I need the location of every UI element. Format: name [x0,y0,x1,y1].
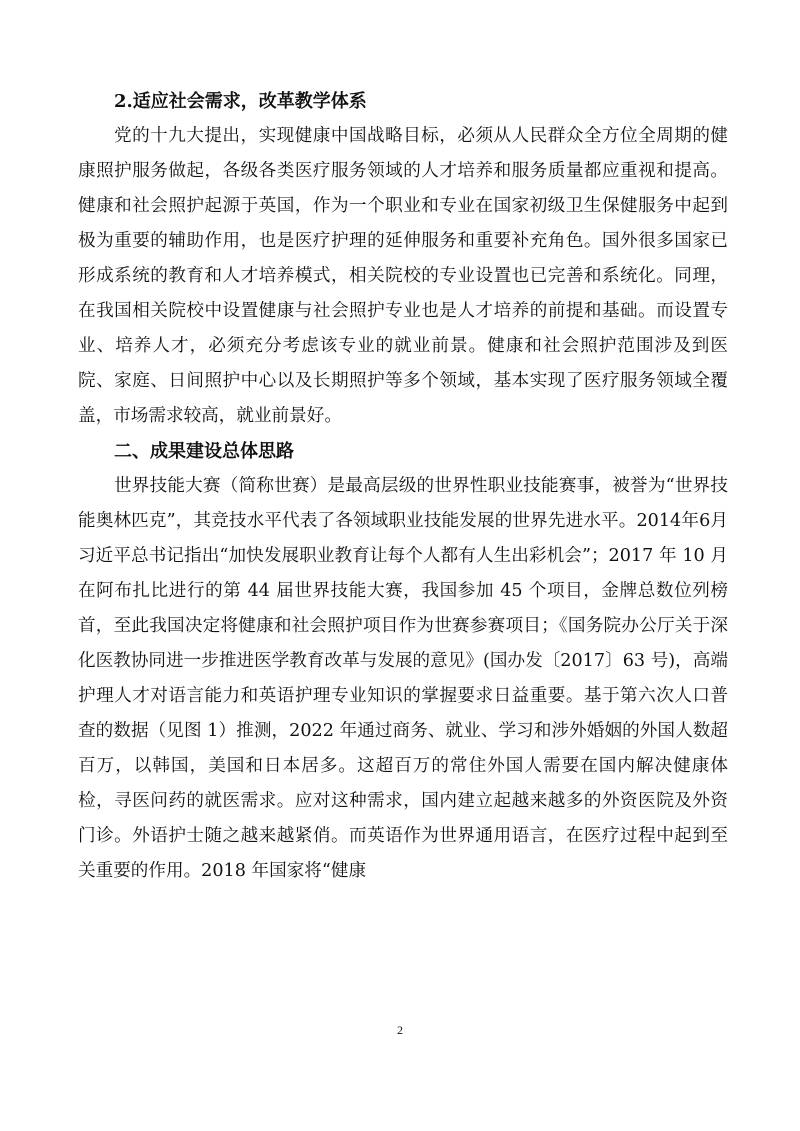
section-heading-adapt-social-needs: 2.适应社会需求，改革教学体系 [114,91,367,112]
paragraph-worldskills: 世界技能大赛（简称世赛）是最高层级的世界性职业技能赛事，被誉为“世界技能奥林匹克”，其竞技水平代表了各领域职业技能发展的世界先进水平。2014年6月习近平总书记指出“加快发展职业教育让每个人都有人生出彩机会”；2017 年 10 月在阿布扎比进行的第 44 届世界技能大赛，我国参加 45 个项目，金牌总数位列榜首，至此我国决定将健康和社会照护项目作为世赛参赛项目；《国务院办公厅关于深化医教协同进一步推进医学教育改革与发展的意见》(国办发〔2017〕63 号)，高端护理人才对语言能力和英语护理专业知识的掌握要求日益重要。基于第六次人口普查的数据（见图 1）推测，2022 年通过商务、就业、学习和涉外婚姻的外国人数超百万，以韩国，美国和日本居多。这超百万的常住外国人需要在国内解决健康体检，寻医问药的就医需求。应对这种需求，国内建立起越来越多的外资医院及外资门诊。外语护士随之越来越紧俏。而英语作为世界通用语言，在医疗过程中起到至关重要的作用。2018 年国家将“健康 [78,476,728,881]
section-heading-overall-approach: 二、成果建设总体思路 [114,441,294,462]
document-body [78,84,728,889]
paragraph-healthy-china: 党的十九大提出，实现健康中国战略目标，必须从人民群众全方位全周期的健康照护服务做起，各级各类医疗服务领域的人才培养和服务质量都应重视和提高。健康和社会照护起源于英国，作为一个职业和专业在国家初级卫生保健服务中起到极为重要的辅助作用，也是医疗护理的延伸服务和重要补充角色。国外很多国家已形成系统的教育和人才培养模式，相关院校的专业设置也已完善和系统化。同理，在我国相关院校中设置健康与社会照护专业也是人才培养的前提和基础。而设置专业、培养人才，必须充分考虑该专业的就业前景。健康和社会照护范围涉及到医院、家庭、日间照护中心以及长期照护等多个领域，基本实现了医疗服务领域全覆盖，市场需求较高，就业前景好。 [78,126,728,426]
page-number: 2 [397,1023,403,1037]
